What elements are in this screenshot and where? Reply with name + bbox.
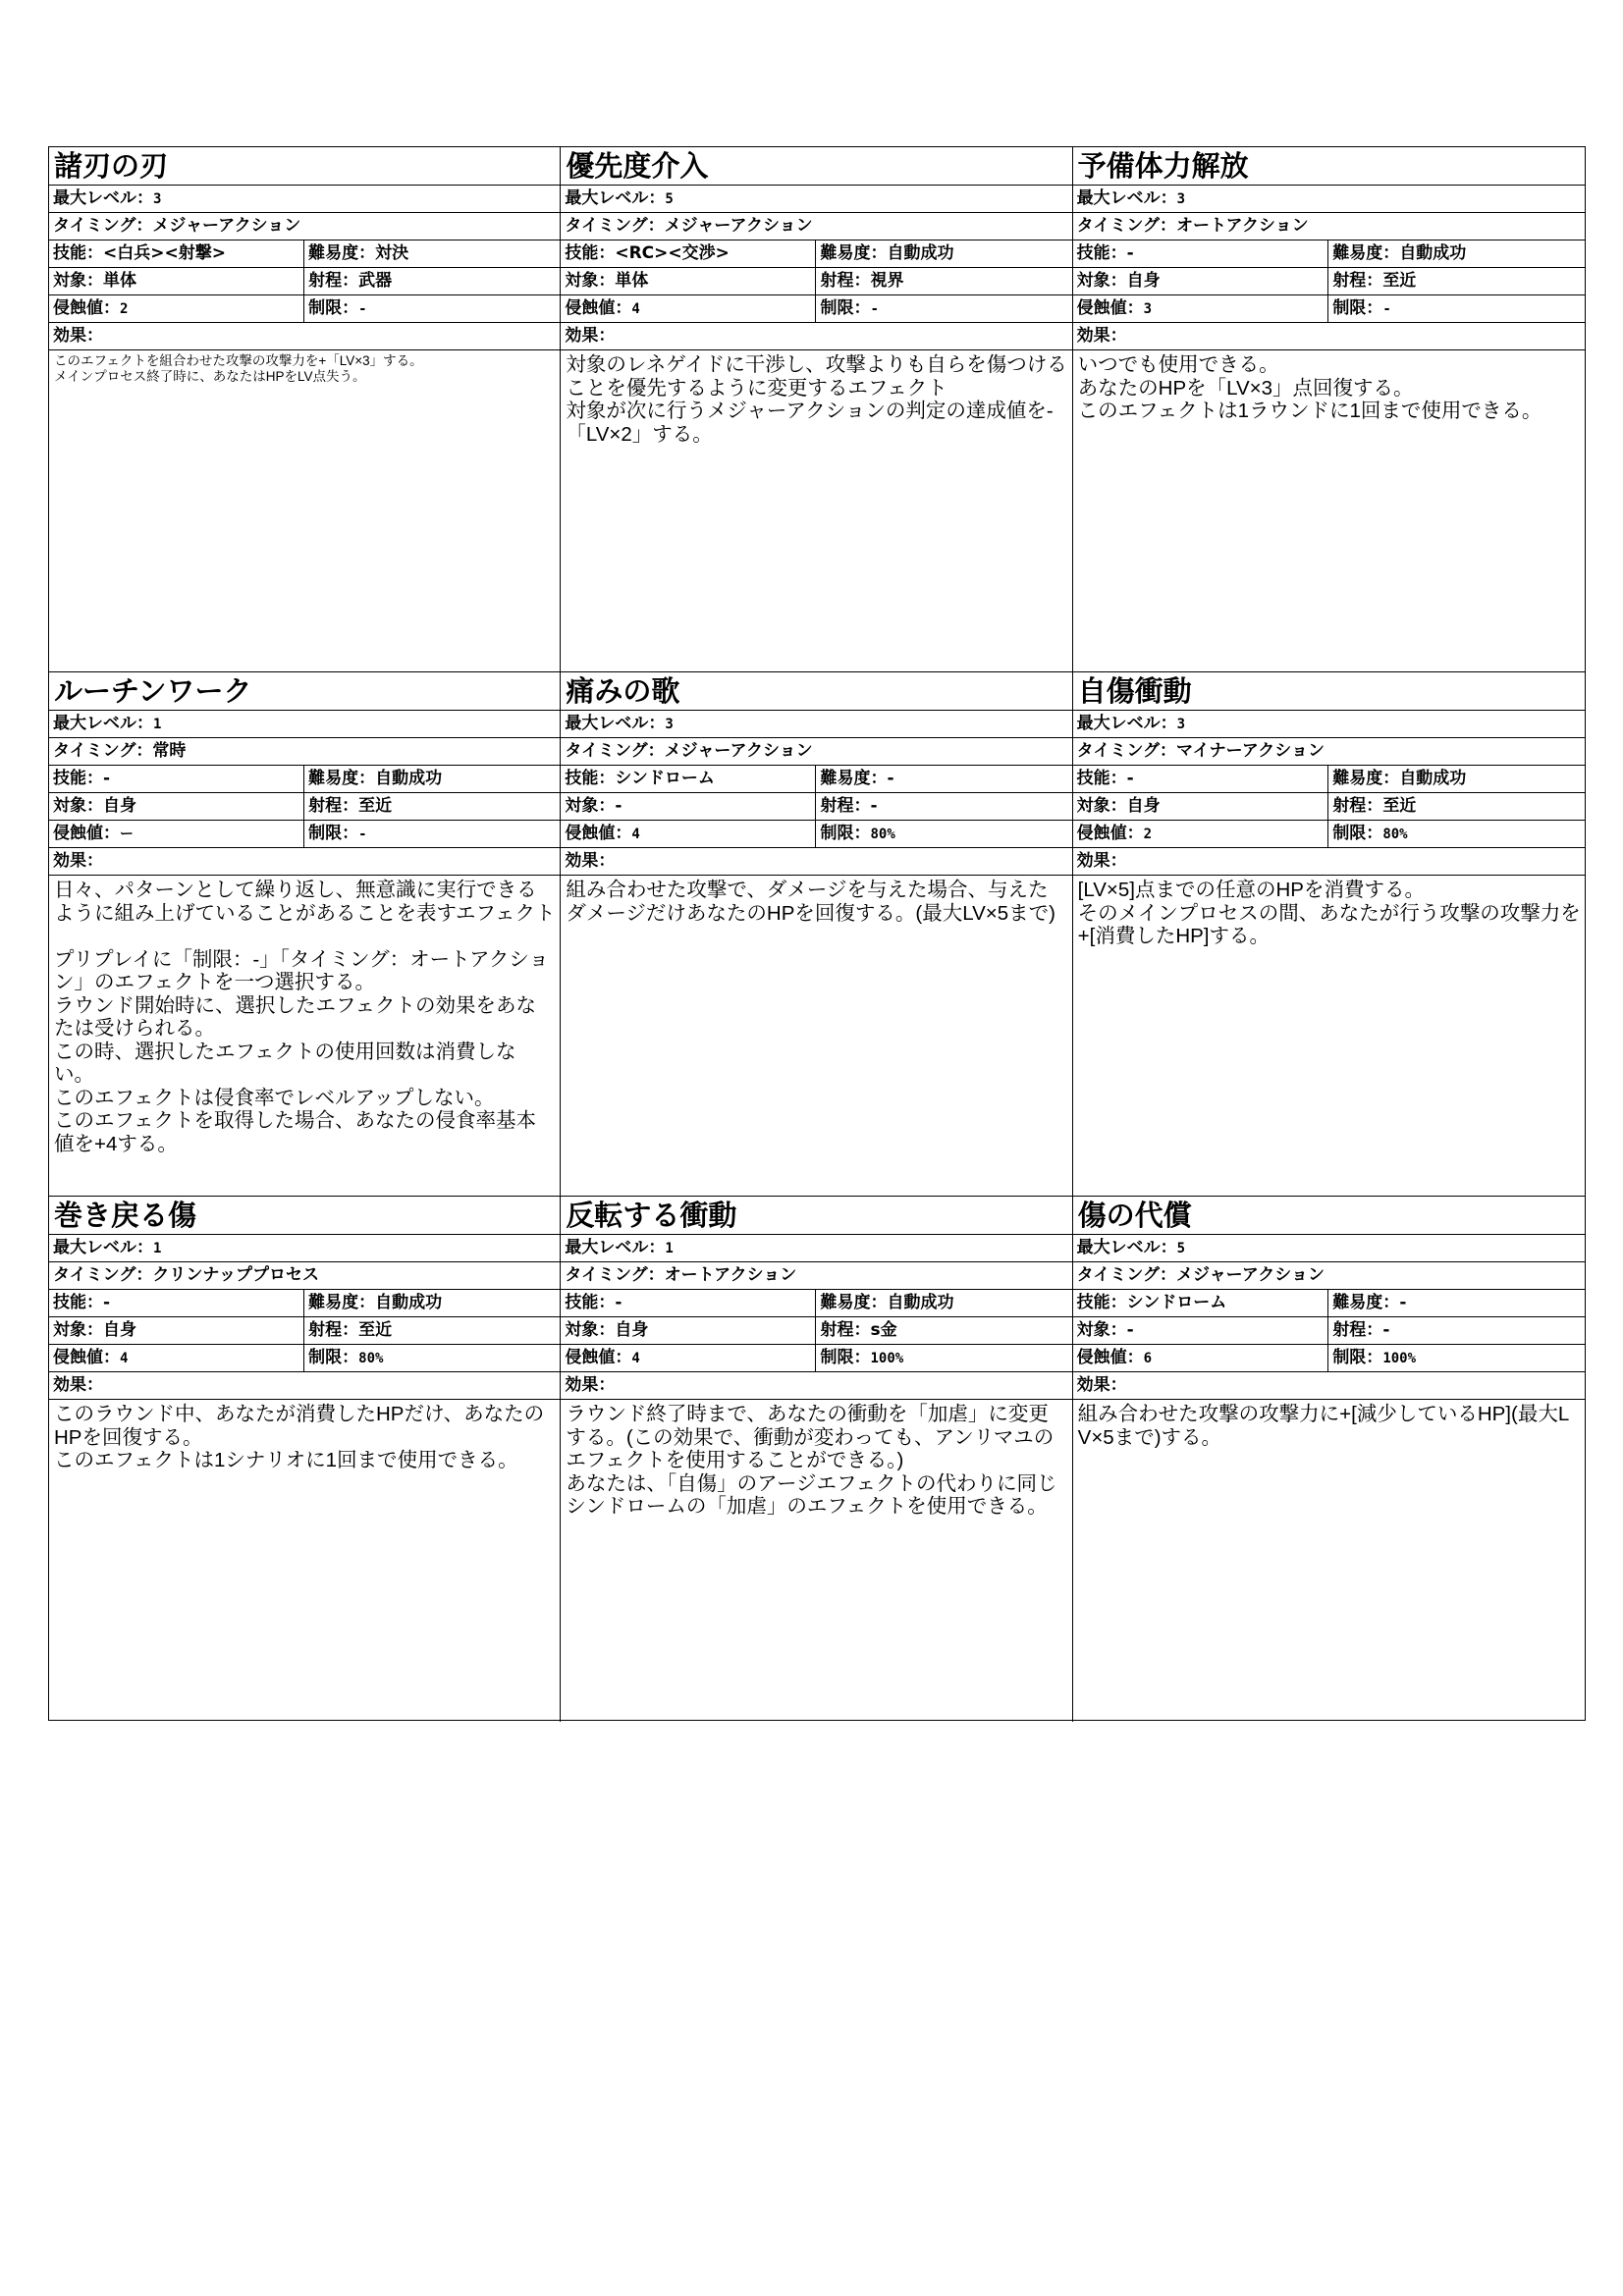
field-value-target: 自身 bbox=[103, 796, 136, 816]
field-value-difficulty: 自動成功 bbox=[375, 769, 443, 788]
field-label: 侵蝕値： bbox=[565, 298, 632, 318]
effect-header-row bbox=[49, 323, 560, 350]
field-label: タイミング： bbox=[1076, 741, 1176, 761]
field-label: タイミング： bbox=[53, 216, 153, 236]
effect-header-row bbox=[49, 1372, 560, 1400]
field-value-max_level: 5 bbox=[1176, 1241, 1186, 1256]
field-value-range: 至近 bbox=[358, 796, 393, 816]
field-label: 最大レベル： bbox=[565, 1238, 666, 1257]
field-label: 射程： bbox=[1332, 271, 1383, 291]
field-value-timing: マイナーアクション bbox=[1175, 741, 1325, 761]
field-value-erosion: 2 bbox=[1143, 827, 1153, 842]
field-value-skill: - bbox=[103, 769, 111, 788]
field-label: タイミング： bbox=[53, 1265, 153, 1285]
effect-card bbox=[49, 1197, 561, 1722]
effect-text: このエフェクトを組合わせた攻撃の攻撃力を+「LV×3」する。 メインプロセス終了時に、あなたはHPをLV点失う。 bbox=[54, 353, 423, 384]
field-label: 最大レベル： bbox=[1076, 188, 1177, 208]
max-level-row bbox=[49, 186, 560, 213]
field-label: 難易度： bbox=[308, 769, 376, 788]
timing-row bbox=[1073, 1262, 1585, 1290]
effect-card bbox=[1073, 1197, 1585, 1722]
field-label: 最大レベル： bbox=[1076, 714, 1177, 733]
field-label: 対象： bbox=[53, 271, 103, 291]
field-label: 制限： bbox=[1332, 298, 1383, 318]
field-label: 制限： bbox=[1332, 824, 1383, 843]
field-value-difficulty: - bbox=[887, 769, 894, 788]
field-value-timing: 常時 bbox=[152, 741, 187, 761]
field-label: 難易度： bbox=[820, 769, 888, 788]
field-label: 最大レベル： bbox=[1076, 1238, 1177, 1257]
field-label: 射程： bbox=[1332, 1320, 1383, 1340]
field-value-timing: メジャーアクション bbox=[664, 741, 813, 761]
field-value-skill: - bbox=[615, 1293, 622, 1312]
card-title: 巻き戻る傷 bbox=[49, 1197, 560, 1235]
field-label: タイミング： bbox=[1076, 216, 1176, 236]
field-label: 最大レベル： bbox=[53, 714, 153, 733]
skill-row bbox=[49, 1290, 560, 1317]
max-level-row bbox=[49, 1235, 560, 1262]
skill-row bbox=[1073, 1290, 1585, 1317]
effect-card bbox=[561, 672, 1072, 1197]
skill-row bbox=[49, 766, 560, 793]
card-title: 反転する衝動 bbox=[561, 1197, 1071, 1235]
field-value-range: 視界 bbox=[870, 271, 904, 291]
field-value-erosion: 3 bbox=[1143, 301, 1153, 317]
target-row bbox=[49, 268, 560, 295]
card-title: 痛みの歌 bbox=[561, 672, 1071, 711]
field-label: 技能： bbox=[53, 1293, 103, 1312]
field-label: 制限： bbox=[308, 1348, 359, 1367]
field-label: 対象： bbox=[565, 1320, 616, 1340]
field-value-difficulty: 自動成功 bbox=[1399, 769, 1467, 788]
max-level-row bbox=[561, 711, 1071, 738]
field-label: 射程： bbox=[308, 796, 359, 816]
field-label: タイミング： bbox=[53, 741, 153, 761]
field-value-range: - bbox=[1382, 1320, 1390, 1340]
field-value-target: 自身 bbox=[1126, 271, 1161, 291]
field-label: 侵蝕値： bbox=[53, 298, 120, 318]
skill-row bbox=[561, 240, 1071, 268]
effect-header-row bbox=[1073, 323, 1585, 350]
target-row bbox=[561, 268, 1071, 295]
field-label: 技能： bbox=[53, 243, 103, 263]
field-value-target: - bbox=[1126, 1320, 1134, 1340]
effect-label: 効果： bbox=[1076, 1375, 1127, 1395]
target-row bbox=[561, 1317, 1071, 1345]
card-title: ルーチンワーク bbox=[49, 672, 560, 711]
field-value-limit: 100% bbox=[870, 1351, 904, 1366]
field-label: 射程： bbox=[820, 271, 871, 291]
field-value-skill: - bbox=[1126, 769, 1134, 788]
field-value-erosion: 4 bbox=[631, 301, 640, 317]
effect-label: 効果： bbox=[53, 851, 103, 871]
field-value-max_level: 3 bbox=[665, 717, 674, 732]
field-value-skill: <白兵><射撃> bbox=[103, 243, 226, 263]
field-value-timing: メジャーアクション bbox=[152, 216, 301, 236]
field-value-range: 至近 bbox=[358, 1320, 393, 1340]
field-value-erosion: 4 bbox=[120, 1351, 129, 1366]
max-level-row bbox=[1073, 1235, 1585, 1262]
skill-row bbox=[561, 1290, 1071, 1317]
field-value-difficulty: 自動成功 bbox=[1399, 243, 1467, 263]
erosion-row bbox=[1073, 1345, 1585, 1372]
field-value-skill: - bbox=[103, 1293, 111, 1312]
field-value-limit: - bbox=[358, 301, 367, 317]
card-title: 自傷衝動 bbox=[1073, 672, 1585, 711]
erosion-row bbox=[561, 295, 1071, 323]
field-value-skill: シンドローム bbox=[615, 769, 715, 788]
field-value-target: 単体 bbox=[103, 271, 136, 291]
timing-row bbox=[49, 738, 560, 766]
field-label: 最大レベル： bbox=[565, 714, 666, 733]
erosion-row bbox=[49, 821, 560, 848]
field-label: 侵蝕値： bbox=[53, 824, 120, 843]
timing-row bbox=[1073, 213, 1585, 240]
field-label: 技能： bbox=[565, 243, 616, 263]
timing-row bbox=[561, 213, 1071, 240]
field-label: 難易度： bbox=[1332, 1293, 1400, 1312]
effect-text: [LV×5]点までの任意のHPを消費する。 そのメインプロセスの間、あなたが行う攻撃の攻撃力を+[消費したHP]する。 bbox=[1077, 879, 1581, 947]
field-label: 制限： bbox=[308, 824, 359, 843]
field-value-max_level: 5 bbox=[665, 191, 674, 207]
field-label: 射程： bbox=[820, 796, 871, 816]
field-label: 対象： bbox=[1076, 796, 1127, 816]
field-label: タイミング： bbox=[565, 216, 665, 236]
timing-row bbox=[49, 213, 560, 240]
effect-label: 効果： bbox=[1076, 326, 1127, 346]
field-label: 射程： bbox=[308, 271, 359, 291]
timing-row bbox=[1073, 738, 1585, 766]
effect-text: 組み合わせた攻撃で、ダメージを与えた場合、与えたダメージだけあなたのHPを回復する。(最大LV×5まで) bbox=[566, 879, 1055, 925]
field-label: 対象： bbox=[53, 796, 103, 816]
target-row bbox=[1073, 1317, 1585, 1345]
effect-label: 効果： bbox=[53, 1375, 103, 1395]
field-value-skill: <RC><交渉> bbox=[615, 243, 730, 263]
field-value-range: - bbox=[870, 796, 878, 816]
field-value-timing: メジャーアクション bbox=[664, 216, 813, 236]
field-label: 制限： bbox=[820, 824, 871, 843]
effect-label: 効果： bbox=[1076, 851, 1127, 871]
erosion-row bbox=[49, 1345, 560, 1372]
field-value-timing: メジャーアクション bbox=[1175, 1265, 1325, 1285]
field-label: 最大レベル： bbox=[53, 188, 153, 208]
field-value-erosion: 2 bbox=[120, 301, 129, 317]
field-label: 難易度： bbox=[820, 243, 888, 263]
field-value-erosion: 4 bbox=[631, 827, 640, 842]
field-label: 侵蝕値： bbox=[1076, 824, 1144, 843]
field-value-timing: オートアクション bbox=[1175, 216, 1309, 236]
field-label: 制限： bbox=[820, 1348, 871, 1367]
card-title: 諸刃の刃 bbox=[49, 147, 560, 186]
effect-header-row bbox=[561, 323, 1071, 350]
field-value-target: 自身 bbox=[103, 1320, 136, 1340]
field-value-max_level: 3 bbox=[153, 191, 162, 207]
field-value-target: 自身 bbox=[1126, 796, 1161, 816]
card-title: 傷の代償 bbox=[1073, 1197, 1585, 1235]
field-label: 技能： bbox=[565, 769, 616, 788]
field-value-range: 至近 bbox=[1382, 271, 1417, 291]
field-label: 技能： bbox=[1076, 243, 1127, 263]
field-value-range: 武器 bbox=[358, 271, 393, 291]
skill-row bbox=[1073, 240, 1585, 268]
field-value-skill: シンドローム bbox=[1126, 1293, 1227, 1312]
effect-text: 日々、パターンとして繰り返し、無意識に実行できるように組み上げていることがあることを表すエフェクト プリプレイに「制限：-」「タイミング：オートアクション」のエフェクトを一つ選択する。 ラウンド開始時に、選択したエフェクトの効果をあなたは受けられる。 この時、選択したエフェクトの使用回数は消費しない。 このエフェクトは侵食率でレベルアップしない。 このエフェクトを取得した場合、あなたの侵食率基本値を+4する。 bbox=[54, 879, 556, 1155]
skill-row bbox=[49, 240, 560, 268]
field-value-skill: - bbox=[1126, 243, 1134, 263]
field-label: 難易度： bbox=[308, 243, 376, 263]
field-value-max_level: 3 bbox=[1176, 717, 1186, 732]
card-title: 予備体力解放 bbox=[1073, 147, 1585, 186]
effect-label: 効果： bbox=[565, 851, 616, 871]
effect-card bbox=[1073, 672, 1585, 1197]
field-value-difficulty: 自動成功 bbox=[887, 243, 954, 263]
field-value-target: 単体 bbox=[615, 271, 649, 291]
timing-row bbox=[561, 738, 1071, 766]
field-value-max_level: 1 bbox=[153, 1241, 162, 1256]
field-label: 制限： bbox=[820, 298, 871, 318]
target-row bbox=[1073, 268, 1585, 295]
field-value-timing: オートアクション bbox=[664, 1265, 797, 1285]
field-label: タイミング： bbox=[565, 741, 665, 761]
field-value-difficulty: - bbox=[1399, 1293, 1407, 1312]
effect-header-row bbox=[49, 848, 560, 876]
field-label: 最大レベル： bbox=[565, 188, 666, 208]
field-label: 対象： bbox=[1076, 271, 1127, 291]
effect-header-row bbox=[561, 848, 1071, 876]
field-value-erosion: 4 bbox=[631, 1351, 640, 1366]
target-row bbox=[49, 793, 560, 821]
field-value-target: 自身 bbox=[615, 1320, 649, 1340]
effect-card bbox=[49, 672, 561, 1197]
max-level-row bbox=[561, 1235, 1071, 1262]
field-label: 射程： bbox=[820, 1320, 871, 1340]
field-label: 射程： bbox=[1332, 796, 1383, 816]
field-label: 侵蝕値： bbox=[565, 1348, 632, 1367]
timing-row bbox=[49, 1262, 560, 1290]
field-label: 制限： bbox=[1332, 1348, 1383, 1367]
max-level-row bbox=[561, 186, 1071, 213]
effect-card bbox=[561, 1197, 1072, 1722]
field-value-range: s金 bbox=[870, 1320, 897, 1340]
field-label: タイミング： bbox=[565, 1265, 665, 1285]
field-value-target: - bbox=[615, 796, 622, 816]
field-label: 難易度： bbox=[1332, 243, 1400, 263]
effect-card bbox=[49, 147, 561, 672]
card-title: 優先度介入 bbox=[561, 147, 1071, 186]
field-label: 射程： bbox=[308, 1320, 359, 1340]
field-label: 最大レベル： bbox=[53, 1238, 153, 1257]
target-row bbox=[49, 1317, 560, 1345]
effect-text: このラウンド中、あなたが消費したHPだけ、あなたのHPを回復する。 このエフェクトは1シナリオに1回まで使用できる。 bbox=[54, 1403, 545, 1471]
field-label: 技能： bbox=[1076, 769, 1127, 788]
erosion-row bbox=[49, 295, 560, 323]
skill-row bbox=[1073, 766, 1585, 793]
erosion-row bbox=[561, 821, 1071, 848]
field-label: 技能： bbox=[565, 1293, 616, 1312]
effect-header-row bbox=[1073, 1372, 1585, 1400]
effect-card bbox=[1073, 147, 1585, 672]
effect-text: 対象のレネゲイドに干渉し、攻撃よりも自らを傷つけることを優先するように変更するエフェクト 対象が次に行うメジャーアクションの判定の達成値を-「LV×2」する。 bbox=[566, 353, 1067, 446]
field-label: タイミング： bbox=[1076, 1265, 1176, 1285]
effect-text: いつでも使用できる。 あなたのHPを「LV×3」点回復する。 このエフェクトは1ラウンドに1回まで使用できる。 bbox=[1077, 353, 1542, 422]
field-label: 技能： bbox=[1076, 1293, 1127, 1312]
effect-label: 効果： bbox=[565, 1375, 616, 1395]
effect-header-row bbox=[561, 1372, 1071, 1400]
field-label: 侵蝕値： bbox=[565, 824, 632, 843]
field-value-limit: 80% bbox=[870, 827, 895, 842]
field-value-timing: クリンナッププロセス bbox=[152, 1265, 319, 1285]
effect-header-row bbox=[1073, 848, 1585, 876]
max-level-row bbox=[1073, 186, 1585, 213]
field-value-limit: 80% bbox=[358, 1351, 384, 1366]
field-value-erosion: 6 bbox=[1143, 1351, 1153, 1366]
field-value-limit: - bbox=[358, 827, 367, 842]
field-label: 対象： bbox=[53, 1320, 103, 1340]
effect-text: 組み合わせた攻撃の攻撃力に+[減少しているHP](最大LV×5まで)する。 bbox=[1077, 1403, 1570, 1449]
field-value-max_level: 1 bbox=[665, 1241, 674, 1256]
field-value-difficulty: 自動成功 bbox=[887, 1293, 954, 1312]
skill-row bbox=[561, 766, 1071, 793]
field-value-limit: 100% bbox=[1382, 1351, 1417, 1366]
field-label: 侵蝕値： bbox=[1076, 1348, 1144, 1367]
field-label: 難易度： bbox=[308, 1293, 376, 1312]
target-row bbox=[1073, 793, 1585, 821]
effect-card bbox=[561, 147, 1072, 672]
max-level-row bbox=[1073, 711, 1585, 738]
effect-label: 効果： bbox=[565, 326, 616, 346]
field-label: 難易度： bbox=[820, 1293, 888, 1312]
field-value-max_level: 3 bbox=[1176, 191, 1186, 207]
field-value-range: 至近 bbox=[1382, 796, 1417, 816]
field-value-limit: 80% bbox=[1382, 827, 1408, 842]
field-label: 対象： bbox=[565, 271, 616, 291]
field-value-erosion: ー bbox=[120, 827, 134, 842]
field-label: 難易度： bbox=[1332, 769, 1400, 788]
field-label: 対象： bbox=[565, 796, 616, 816]
timing-row bbox=[561, 1262, 1071, 1290]
field-label: 侵蝕値： bbox=[53, 1348, 120, 1367]
effect-text: ラウンド終了時まで、あなたの衝動を「加虐」に変更する。(この効果で、衝動が変わっても、アンリマユのエフェクトを使用することができる。) あなたは、「自傷」のアージエフェクトの代わりに同じシンドロームの「加虐」のエフェクトを使用できる。 bbox=[566, 1403, 1057, 1518]
field-value-max_level: 1 bbox=[153, 717, 162, 732]
effect-label: 効果： bbox=[53, 326, 103, 346]
field-value-difficulty: 対決 bbox=[375, 243, 409, 263]
field-label: 侵蝕値： bbox=[1076, 298, 1144, 318]
max-level-row bbox=[49, 711, 560, 738]
field-label: 技能： bbox=[53, 769, 103, 788]
field-value-difficulty: 自動成功 bbox=[375, 1293, 443, 1312]
field-label: 制限： bbox=[308, 298, 359, 318]
erosion-row bbox=[1073, 295, 1585, 323]
target-row bbox=[561, 793, 1071, 821]
erosion-row bbox=[1073, 821, 1585, 848]
erosion-row bbox=[561, 1345, 1071, 1372]
effect-card-sheet bbox=[48, 146, 1586, 1721]
field-label: 対象： bbox=[1076, 1320, 1127, 1340]
field-value-limit: - bbox=[1382, 301, 1391, 317]
field-value-limit: - bbox=[870, 301, 879, 317]
